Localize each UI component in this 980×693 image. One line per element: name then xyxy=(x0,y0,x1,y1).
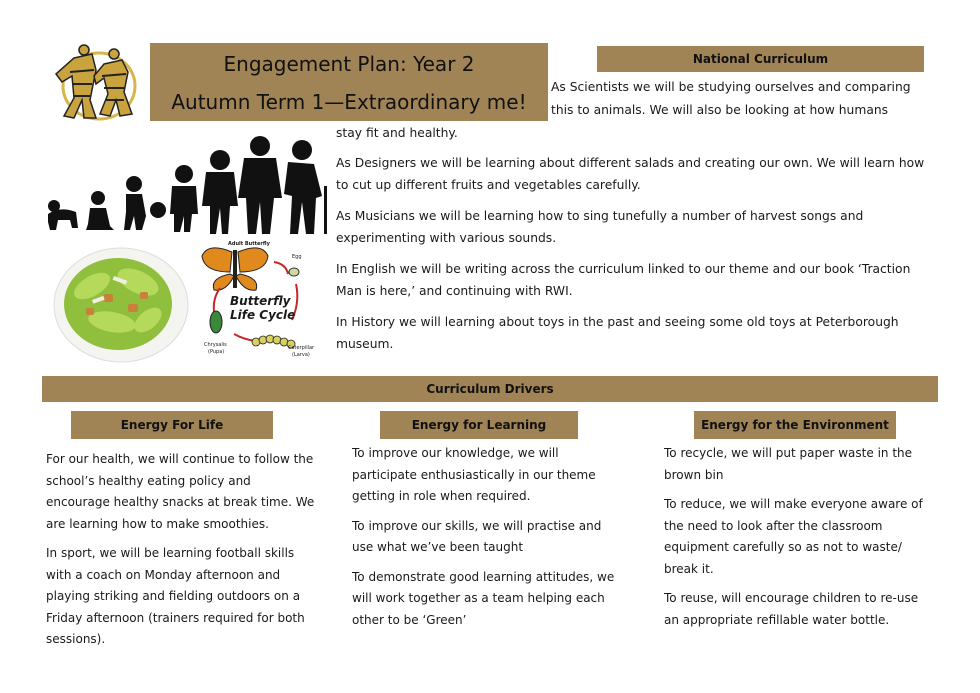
salad-image xyxy=(52,246,190,364)
butterfly-egg-label: Egg xyxy=(292,254,302,260)
energy-learning-paragraph-3: To demonstrate good learning attitudes, we will work together as a team helping each other to be ‘Green’ xyxy=(352,569,615,627)
energy-life-column xyxy=(46,449,318,659)
energy-environment-column xyxy=(664,443,930,639)
energy-learning-paragraph-2: To improve our skills, we will practise and use what we’ve been taught xyxy=(352,518,602,554)
energy-environment-paragraph-3: To reuse, will encourage children to re-use an appropriate refillable water bottle. xyxy=(664,591,919,627)
page-subtitle: Autumn Term 1—Extraordinary me! xyxy=(171,90,527,114)
page-title: Engagement Plan: Year 2 xyxy=(223,52,475,76)
english-paragraph: In English we will be writing across the curriculum linked to our theme and our book ‘Traction Man is here,’ and continuing with RWI. xyxy=(336,262,911,298)
butterfly-title-line1: Butterfly xyxy=(230,294,291,308)
curriculum-drivers-heading: Curriculum Drivers xyxy=(42,376,938,402)
energy-environment-paragraph-1: To recycle, we will put paper waste in the brown bin xyxy=(664,446,913,482)
national-curriculum-heading: National Curriculum xyxy=(597,46,924,72)
history-paragraph: In History we will learning about toys in the past and seeing some old toys at Peterborough museum. xyxy=(336,315,899,351)
energy-environment-heading: Energy for the Environment xyxy=(694,411,896,439)
butterfly-life-cycle xyxy=(196,242,324,362)
butterfly-adult-label: Adult Butterfly xyxy=(228,241,270,247)
science-text-line2: this to animals. We will also be looking at how humans xyxy=(551,103,889,117)
energy-life-heading: Energy For Life xyxy=(71,411,273,439)
human-growth-silhouettes xyxy=(40,136,330,236)
energy-environment-paragraph-2: To reduce, we will make everyone aware of the need to look after the classroom equipment carefully so as not to waste/ break it. xyxy=(664,497,923,576)
energy-learning-column xyxy=(352,443,624,639)
energy-learning-heading: Energy for Learning xyxy=(380,411,578,439)
music-paragraph: As Musicians we will be learning how to sing tunefully a number of harvest songs and experimenting with various sounds. xyxy=(336,209,864,245)
butterfly-caterpillar-label: Caterpillar xyxy=(288,345,315,351)
butterfly-chrysalis-label: Chrysalis xyxy=(204,342,227,348)
curriculum-paragraphs xyxy=(336,152,936,355)
energy-life-paragraph-2: In sport, we will be learning football skills with a coach on Monday afternoon and playing striking and fielding outdoors on a Friday afternoon (trainers required for both sessions). xyxy=(46,546,305,646)
butterfly-title-line2: Life Cycle xyxy=(230,308,296,322)
design-paragraph: As Designers we will be learning about different salads and creating our own. We will learn how to cut up different fruits and vegetables carefully. xyxy=(336,156,925,192)
butterfly-pupa-label: (Pupa) xyxy=(208,349,225,355)
butterfly-larva-label: (Larva) xyxy=(292,352,310,358)
title-box xyxy=(150,43,548,121)
science-text-line3: stay fit and healthy. xyxy=(336,126,458,140)
energy-learning-paragraph-1: To improve our knowledge, we will participate enthusiastically in our theme getting in role when required. xyxy=(352,446,596,503)
science-text-line1: As Scientists we will be studying ourselves and comparing xyxy=(551,80,911,94)
energy-life-paragraph-1: For our health, we will continue to follow the school’s healthy eating policy and encourage healthy snacks at break time. We are learning how to make smoothies. xyxy=(46,452,315,531)
school-logo xyxy=(44,40,154,126)
